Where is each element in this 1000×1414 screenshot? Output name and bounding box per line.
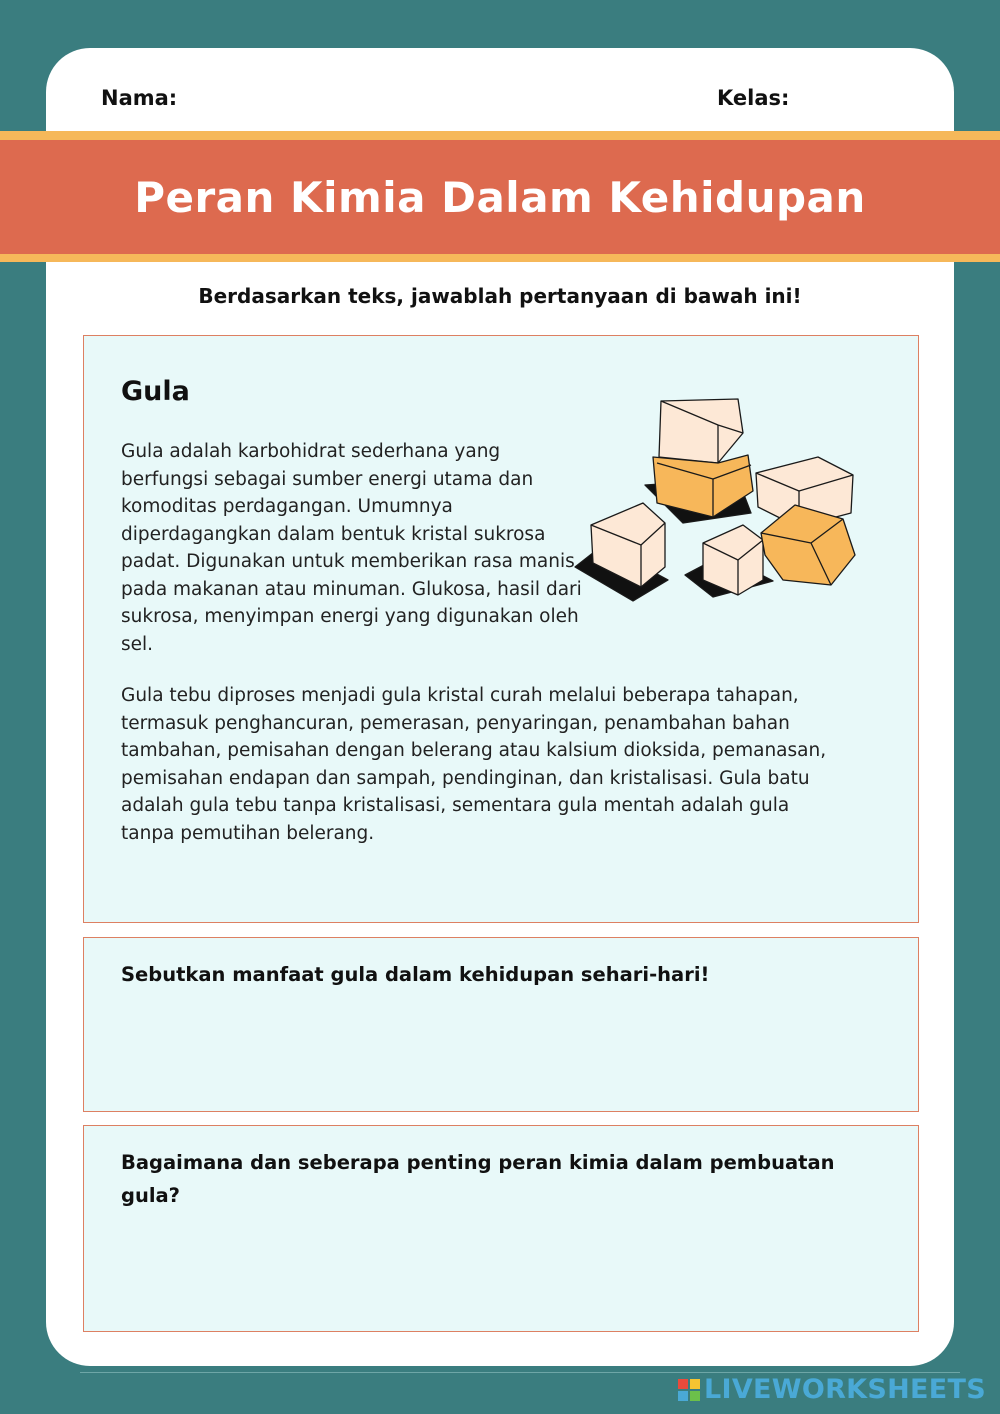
banner-bottom-stripe <box>0 254 1000 262</box>
passage-paragraph-1: Gula adalah karbohidrat sederhana yang berfungsi sebagai sumber energi utama dan komoditas perdagangan. Umumnya diperdagangkan dalam bentuk kristal sukrosa padat. Digunakan untuk memberikan rasa manis pada makanan atau minuman. Glukosa, hasil dari sukrosa, menyimpan energi yang digunakan oleh sel. <box>121 441 582 655</box>
title-banner <box>0 140 1000 254</box>
name-label: Nama: <box>101 86 178 110</box>
footer-divider <box>80 1372 960 1373</box>
question-box-2 <box>83 1125 919 1332</box>
sugar-cubes-illustration <box>573 395 859 605</box>
class-label: Kelas: <box>717 86 790 110</box>
answer-field-2[interactable] <box>121 1218 881 1313</box>
brand-footer[interactable] <box>678 1374 986 1405</box>
banner-top-stripe <box>0 131 1000 140</box>
passage-heading: Gula <box>121 376 190 407</box>
passage-paragraph-2: Gula tebu diproses menjadi gula kristal curah melalui beberapa tahapan, termasuk penghancuran, pemerasan, penyaringan, penambahan bahan tambahan, pemisahan dengan belerang atau kalsium dioksida, pemanasan, pemisahan endapan dan sampah, pendinginan, dan kristalisasi. Gula batu adalah gula tebu tanpa kristalisasi, sementara gula mentah adalah gula tanpa pemutihan belerang. <box>121 685 827 844</box>
page-title: Peran Kimia Dalam Kehidupan <box>134 172 866 222</box>
liveworksheets-logo-icon <box>678 1379 700 1401</box>
instruction-text: Berdasarkan teks, jawablah pertanyaan di bawah ini! <box>198 284 802 308</box>
question-box-1 <box>83 937 919 1112</box>
question-2-text: Bagaimana dan seberapa penting peran kimia dalam pembuatan gula? <box>121 1151 835 1207</box>
brand-name: LIVEWORKSHEETS <box>703 1374 986 1405</box>
answer-field-1[interactable] <box>121 1000 881 1095</box>
question-1-text: Sebutkan manfaat gula dalam kehidupan sehari-hari! <box>121 963 710 986</box>
